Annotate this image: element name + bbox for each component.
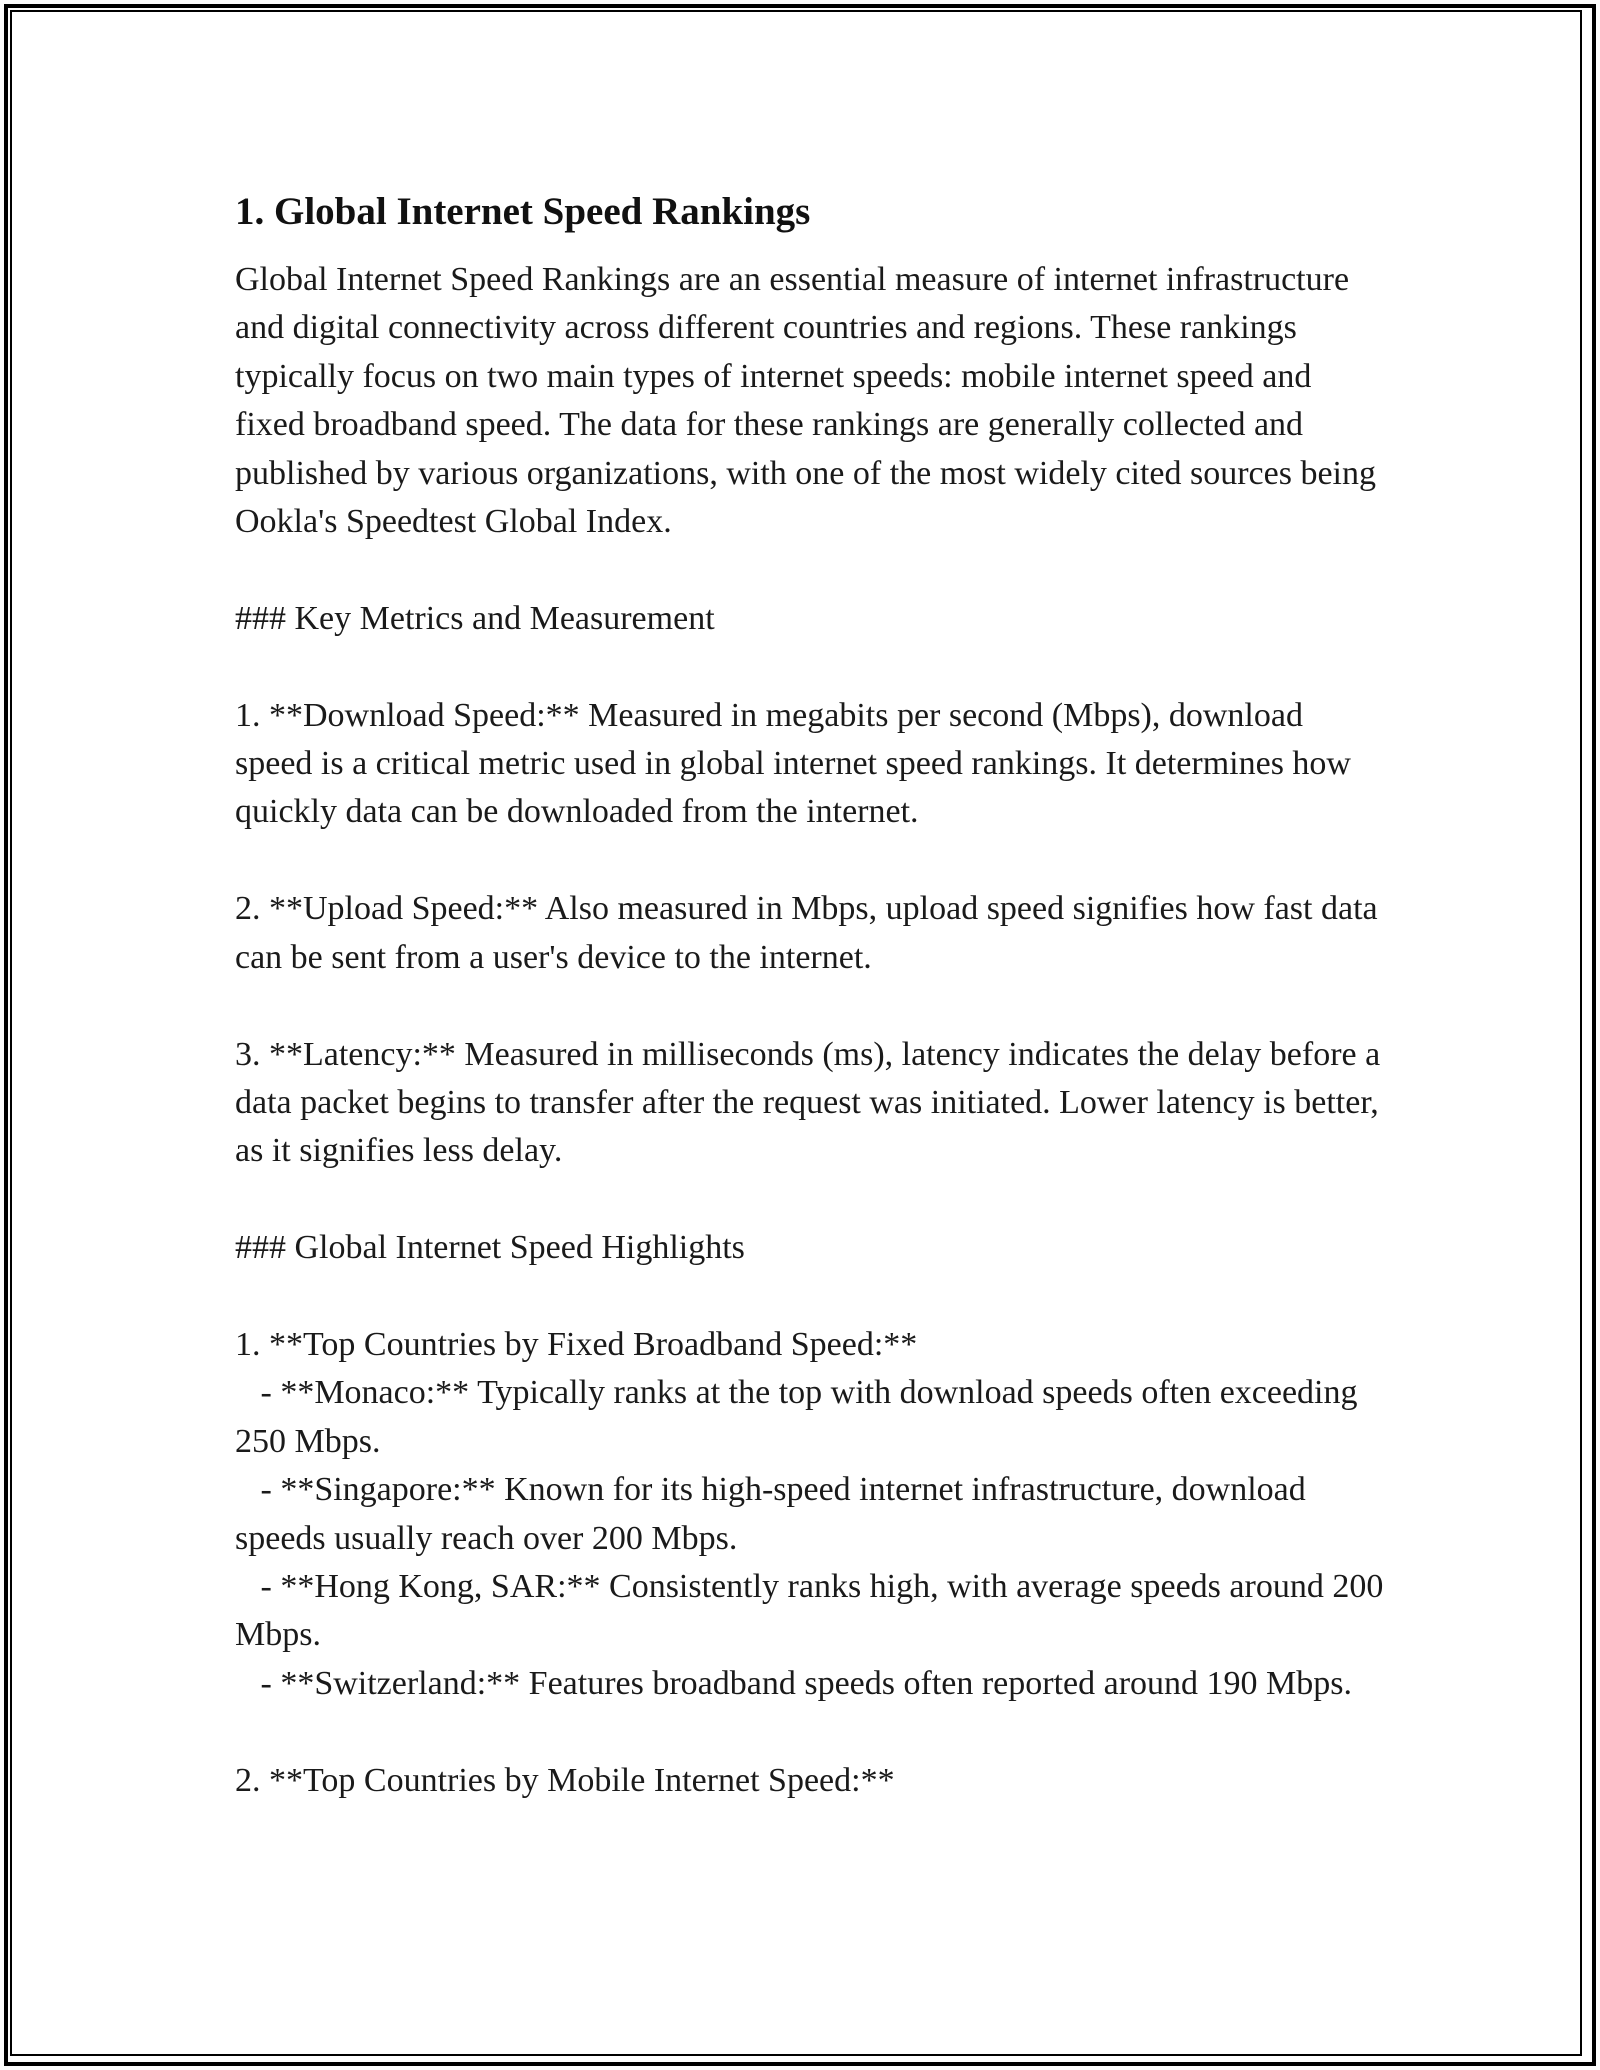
document-content: [235, 186, 1385, 1805]
document-title: 1. Global Internet Speed Rankings: [235, 190, 811, 233]
document-body: Global Internet Speed Rankings are an essential measure of internet infrastructure and digital connectivity across different countries and regions. These rankings typically focus on two main types of internet speeds: mobile internet speed and fixed broadband speed. The data for these rankings are generally collected and published by various organizations, with one of the most widely cited sources being Ookla's Speedtest Global Index. ### Key Metrics and Measurement 1. **Download Speed:** Measured in megabits per second (Mbps), download speed is a critical metric used in global internet speed rankings. It determines how quickly data can be downloaded from the internet. 2. **Upload Speed:** Also measured in Mbps, upload speed signifies how fast data can be sent from a user's device to the internet. 3. **Latency:** Measured in milliseconds (ms), latency indicates the delay before a data packet begins to transfer after the request was initiated. Lower latency is better, as it signifies less delay. ### Global Internet Speed Highlights 1. **Top Countries by Fixed Broadband Speed:** - **Monaco:** Typically ranks at the top with download speeds often exceeding 250 Mbps. - **Singapore:** Known for its high-speed internet infrastructure, download speeds usually reach over 200 Mbps. - **Hong Kong, SAR:** Consistently ranks high, with average speeds around 200 Mbps. - **Switzerland:** Features broadband speeds often reported around 190 Mbps. 2. **Top Countries by Mobile Internet Speed:**: [235, 261, 1384, 1799]
